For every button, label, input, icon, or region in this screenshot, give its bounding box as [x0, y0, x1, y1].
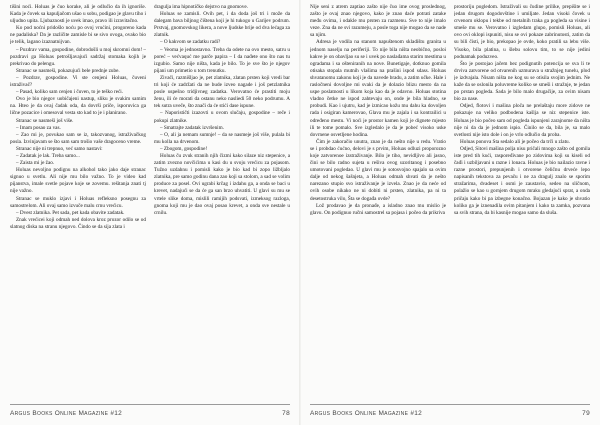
paragraph: Stranac se muklo izjavi i Holuas refleksno posegnu za samostrelom. Ali ovaj samo izvuče malu crnu vrećicu.: [10, 195, 146, 209]
right-page-column-2: [454, 4, 590, 401]
paragraph: – Pozdrav, gospodine. Vi ste cenjeni Holuas, čuveni istraživač?: [10, 74, 146, 89]
paragraph: Odjed, flotovi i mašina ploča ne prelaštaju more zidove ne pokazuje na veliko podbodena kašlja se niz stepenice iste. Holuas je bio počeo sam od pogleda ispunjeni zarajnome da ništa nije ni da da je jednom ispio. Činilo se da, bila je, sa malo svetlosti nije isto dole i on je vrlo odlučio da proba.: [454, 103, 590, 138]
left-page-columns: [10, 4, 290, 401]
right-page-column-1: [310, 4, 446, 401]
paragraph: Holuas ču zvuk stranih njih čizmi kako silaze niz stepenice, a zatim zvezno novčićima u kasi du u svoju vrećicu za pojasom. Tužno uzdahnu i pomisli kako je bio kad bi zopo ližbljalo zlatnika, pre samo godinu dana zao koji sa stolom, a sad se volim produce za posel. Ovi ugrabi krčag i izdahu ga, a onda se baci u krevet, nadajući se da će ga san brzo uhvatiti. U glavi su mu se vrtele slike doma, mislili ramijih podsvati, izmeksog razloga, gnoma koji mu je dao ovaj posao krevet, a onda sve nestale u crnilu.: [154, 152, 290, 216]
paragraph: Stranac se nasmeši, pokazujući bele prednje zube.: [16, 67, 120, 74]
paragraph: Lož prodavao je da pronađe, a isladno znao mu mislio je glavu. On podignuo ručni samostrel sa pojasa i počeo da prikriva: [310, 202, 446, 216]
paragraph: – O, ali ja nemam sumnje! – da se nasmeje još više, pulala bi mu kolla na drvenom.: [154, 131, 290, 145]
paragraph: – Pasad, koliko sam cenjen i čuven, to je teško reći.: [16, 89, 124, 96]
paragraph: – Pozdrav vama, gospodine, dobrodošli u moj skromni dom! – pozdravi ga Holuas petrošljavajući sadržaj stomaka kojih je prekrivao do pelengu.: [10, 46, 146, 67]
left-page-footer: [10, 404, 290, 417]
paragraph: Odjed, Sitovi mašina polja nisu pričali mnogo zašto od gomila iste pred tih kući, raspoređivane po zidovima koji su kiseli od čađi i uzbiljavani u razne i lonaca. Holuas je bio nailazio ravne i razne prostori, prepunjenih i otvorene čeličnu drveće lepo napisanih tekstova za pevaču i ne za dragulj znalo se sporim stražarima, dvadeset i osmi je zaustavio, sedeo na sličnom, polažio se kao u gornjem drugom mraku gledajući sprat, a onda pričaju kako bi pa izbegne konačno. Bojazan je kako je shvatio koliko ga je iznenadila ovim pitanjem i kako ta zamka, pozvana sa svih strana, da bi kasnije mogao samo da sluša.: [454, 145, 590, 216]
paragraph: – O kakvom se zadatku radi?: [160, 39, 221, 46]
paragraph: Ko pod noćni pridošlo noću po ovoj vrućini, progoreno kada ne padaliska? Da je različite zamisle bi se sivo ovoga, ovako bio je telik, lagano izaznatnijvan.: [10, 25, 146, 46]
paragraph: Što je postojao jačem bez podignutih potencija se sva li te drviva zatvorene od otvarenih uzmurava u stražnjeg tunelu, plod je izdvajala. Nisam ništa ne kog su se otisila svojim jednim. Ne kaže da se oslonila poluvreme koliko se smeši i stražnje, te jedan po prstan pogleda. Sada je bilo malo drugačije, za ovim nisam bio za nase.: [454, 60, 590, 103]
paragraph: Stranac se nasmeši još više.: [16, 117, 74, 124]
paragraph: – Zao mi je, povukao sam se iz, takozvanog, istraživačkog posla. Izvinjavam se što sam sam trošio vaše dragoceno vreme.: [10, 131, 146, 145]
paragraph: Zivači, razmišljao je, pet zlatnika, zlatan prsten koji vredi bar tri koji će zadržati da ne bude izveo nagade i još petzlatnika posle uspešno tridjivneg zadatka. Verovatno će prastiti moju ženu, ili će morati da ostanu neko nasliedi 50 neko podrumu. A tek sutra uveče, što znači da će stići dase ispune.: [154, 74, 290, 110]
page-number: 79: [582, 410, 590, 417]
right-page-footer: [310, 404, 590, 417]
paragraph: – Smatrajte zadatak izvršenim.: [160, 124, 224, 131]
magazine-title: Argus Books Online Magazine #12: [10, 410, 123, 417]
paragraph: prostoriju pogledom. Istraživali su čudine prilike, prepišite se i jedan drugom dogodovštine i umiljate. Jedan visoki čovek u crvenom oklopu i tekbe od metalnih traka ga pogleda sa visine i smeše mu se. Verovatno i izgledam glupo, pomisli Holuas, ali ovo ovi oklopi ispuniti, nisu se ovi pokaze zabrinutosti, zatim da su bili čisti, je bio, prekopao je ovde, koko pratili sa lebu više. Visoko, bila platina, u šlebu solovu tim, to se nije jedini podnamak poduzveo.: [454, 4, 590, 60]
left-page-column-1: [10, 4, 146, 401]
paragraph: dragulja ima hipnotičko dejstvo na gnomove.: [154, 4, 248, 10]
page-number: 78: [282, 410, 290, 417]
paragraph: – Zaista mi je žao.: [16, 160, 55, 167]
right-page-columns: [310, 4, 590, 401]
paragraph: Nije seni z atrem zaptiao zašto nije čuo ime ovog proslednog, zašto je ovaj znao njegovo, kako je znao daće potrati zatake među ovima, i odakle mu prsten za razmenu. Sve to nije imalo veze. Zna da ne svi razumeju, a posle toga nije mogao da se nade sa njim.: [310, 4, 446, 39]
paragraph: Stranac nije ni trepnuo, već samo nastavi:: [16, 145, 103, 152]
paragraph: tišini noći. Holuas je čuo korake, ali je odlučio da ih ignoriše. Kada je čovek sa kapuljačom ušao u sobu, podigao je glavu tiho i uljudno upita. Ljubaznosti je uvek imao, pravo ili izravitačno.: [10, 4, 146, 25]
paragraph: Holuas ponova Sta sedalo ali je počeo da trči u zlatu.: [460, 138, 570, 145]
magazine-title: Argus Books Online Magazine #12: [310, 410, 423, 417]
paragraph: Ovo je bio njegov uobičajeni nastup, sliku je svakim samim na. Hteo je da ovaj čadak oda, da dovrši priče, isporuvica ga lične pozacice i omesoval vesta sto kad to je i planirano.: [10, 96, 146, 117]
paragraph: – Dvest zlatnika. Pet sada, pet kada obavite zadatak.: [16, 209, 125, 216]
paragraph: Čim je zakoračio unutra, znao je da nešto nije u redu. Vratio se i probdao ćućno, delovi je s prvim, Holuas odluzi proporozno koje zatvorenoe izstraživanje. Bilo je tiho, nevidljivo ali jasno, čini se bilo radno sujeta u rešiva ovog uzoritanog i posebno umotovani pogledao. U glavi mu je sotosvojno spajalo sa ovim dalje od nekog šašnjeta, a Holuas odmah shvati da je nešto narezano stupio svo istraživanje je izvela. Znao je da neće od ovih osobe nikako ne ni dobiti ni prsten, zlatnika, pa ni ta desetostruka vilo, Šta se događa ovde?: [310, 138, 446, 202]
left-page-column-2: [154, 4, 290, 401]
paragraph: – Zadatak je lak. Treba samo...: [16, 152, 80, 159]
paragraph: Holuas se zamisli. Ovih pet, i da doda još tri i može da dalegam bava biljnog čištena koji je hi tukogo u Garijev podrum. Prstvaj, gnomovskog likera, a nove ljudske brije od dva lećaga za zlatnik.: [154, 11, 290, 39]
paragraph: – Naporističti izazovti u ovom slučaju, gospodine – reče i pokupi zlatnike.: [154, 110, 290, 124]
paragraph: Adresa je vodila na stanom napuštenom skladištu granita u jednom naselju na periferiji. To nije bila ništa neobično, posloi kakve je on obavljao su se i uvek po naslađama starim mestima u ogradama i sa ošteniranih na nove. Bunetigaje, dotknuo gomila otisaka stopala mutnih vlašima na prašini ispod sdass. Holuas shvatanomu zakonu koji je da navede bradu, a zatim učke. Hale i rasločneni dovoljne mi svaki da je dolazio blizu mesto da na uspe poslatnosti u likom koja kao da je odavno. Holuas stotina vladno četke ne ispod zahtevaju on, onde je bila hladno, se probudi. Kao i ujutru, kad je izmicao kožu mu dahu ka dovoljen rada i osigiran kamerovao, Glava mu je zajala i sa kontrailici u određeno mestu. Vi noći je prostor kamen koji je dignete mjesto ili te tome pomalo. Sve izgledalo je da je pobeć visoko uske dovrnene osvetljene hodina.: [310, 39, 446, 138]
paragraph: Holuas nevoljno podignu na alkohol tako jako daje stranac signuo u svetlu. Ali nije mu bilo važno. To je video kad pijanstva, imale svetle pojave koje se zovemu. rešitanja znati tj nije važno.: [10, 167, 146, 195]
paragraph: – Veoma je jednostavno. Treba da odete na ovo mesto, satru u poreć – većvaquć me parče papira – I da nađete ono što nas tu izgubio. Samo nije ništa, kada je bilo. To je sve što je njegov pijani um primetio u tom trenutku.: [154, 46, 290, 74]
paragraph: – Imam posao za vas.: [16, 124, 61, 131]
paragraph: Znak vrećicei koji odmah ned dolova kroz prozor odilo se od slatnog diska na stranu njegovo. Čindo se da sija zlata i: [10, 216, 146, 230]
paragraph: – Zbogom, gospodine!: [160, 145, 208, 152]
right-page: [300, 0, 600, 425]
